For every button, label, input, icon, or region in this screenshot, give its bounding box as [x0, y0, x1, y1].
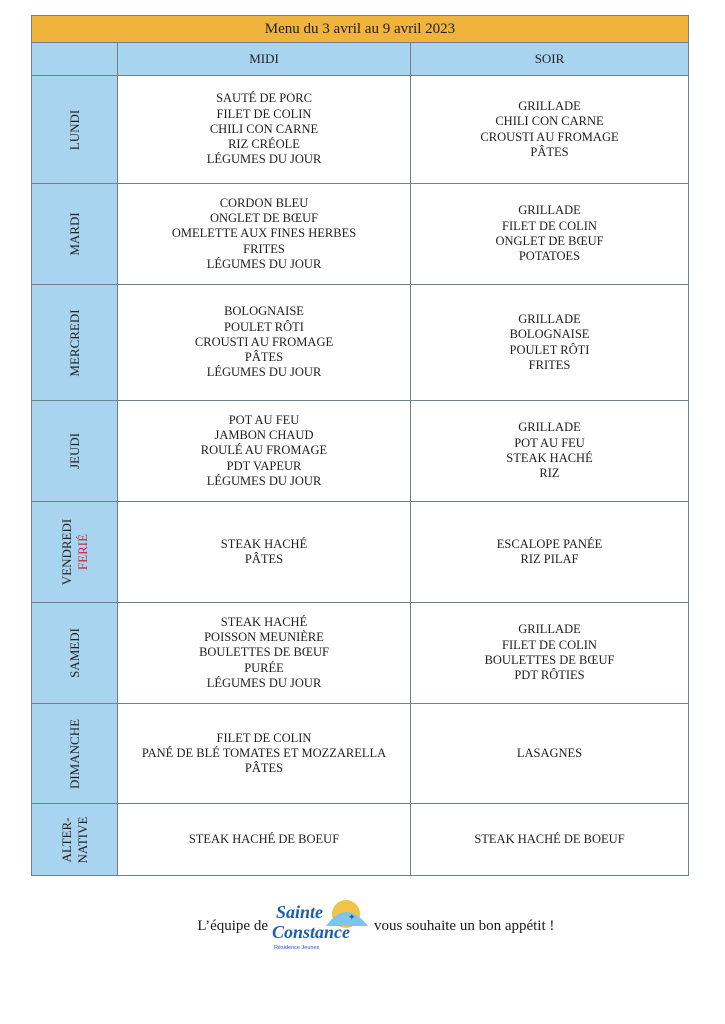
dish-item: PÂTES — [244, 350, 284, 365]
dish-cell-soir — [411, 76, 689, 184]
dish-item: RIZ — [539, 466, 560, 481]
dish-item: STEAK HACHÉ — [220, 614, 308, 629]
dish-cell-midi — [118, 184, 411, 285]
dish-item: CORDON BLEU — [219, 195, 309, 210]
svg-text:✦: ✦ — [348, 913, 356, 923]
dish-item: ROULÉ AU FROMAGE — [200, 443, 328, 458]
day-label-cell — [32, 285, 118, 401]
dish-item: LÉGUMES DU JOUR — [206, 365, 322, 380]
dish-item: LÉGUMES DU JOUR — [206, 675, 322, 690]
day-label — [59, 816, 91, 863]
day-row — [32, 502, 689, 603]
dish-item: POT AU FEU — [228, 412, 300, 427]
dish-cell-midi — [118, 285, 411, 401]
dish-item: BOULETTES DE BŒUF — [484, 653, 615, 667]
day-label — [67, 212, 83, 255]
dish-item: POTATOES — [518, 249, 581, 264]
dish-cell-soir — [411, 603, 689, 704]
dish-item: ONGLET DE BŒUF — [209, 211, 319, 226]
day-label-cell — [32, 804, 118, 876]
day-name: LUNDI — [66, 109, 82, 150]
day-name: ALTER- — [58, 816, 74, 863]
dish-item: BOLOGNAISE — [509, 327, 590, 342]
dish-item: GRILLADE — [518, 98, 581, 113]
sainte-constance-logo — [268, 896, 374, 952]
dish-item: OMELETTE AUX FINES HERBES — [171, 226, 357, 241]
dish-item: STEAK HACHÉ — [506, 451, 593, 465]
dish-cell-soir — [411, 184, 689, 285]
logo-subtitle: Résidence Jeunes — [274, 945, 320, 951]
day-label — [67, 433, 83, 469]
dish-item: BOLOGNAISE — [224, 304, 304, 319]
dish-item: PANÉ DE BLÉ TOMATES ET MOZZARELLA — [141, 745, 387, 760]
dish-item: FRITES — [243, 241, 285, 256]
day-name: DIMANCHE — [66, 718, 82, 789]
dish-cell-soir — [411, 502, 689, 603]
dish-item: JAMBON CHAUD — [214, 428, 314, 443]
dish-item: CROUSTI AU FROMAGE — [194, 334, 334, 349]
day-label-cell — [32, 184, 118, 285]
dish-item: GRILLADE — [518, 622, 581, 637]
dish-item: SAUTÉ DE PORC — [216, 91, 312, 106]
dish-cell-soir — [411, 401, 689, 502]
dish-item: FILET DE COLIN — [216, 730, 312, 745]
dish-item: BOULETTES DE BŒUF — [199, 645, 329, 660]
dish-item: GRILLADE — [518, 420, 581, 435]
column-header-row — [32, 43, 689, 76]
column-header-midi: MIDI — [118, 43, 411, 76]
header-corner — [32, 43, 118, 76]
dish-item: GRILLADE — [518, 311, 581, 326]
dish-item: PÂTES — [244, 552, 284, 566]
dish-cell-midi — [118, 704, 411, 804]
day-name: SAMEDI — [66, 628, 82, 678]
dish-cell-midi — [118, 401, 411, 502]
dish-item: RIZ PILAF — [520, 552, 579, 566]
dish-item: FILET DE COLIN — [216, 106, 312, 121]
day-label-cell — [32, 502, 118, 603]
menu-table — [31, 15, 689, 876]
dish-item: RIZ CRÉOLE — [228, 137, 300, 152]
day-label-cell — [32, 401, 118, 502]
dish-item: POISSON MEUNIÈRE — [204, 630, 324, 645]
day-label — [67, 109, 83, 149]
dish-item: STEAK HACHÉ — [220, 536, 308, 551]
dish-item: CHILI CON CARNE — [495, 114, 604, 129]
dish-item: ONGLET DE BŒUF — [495, 234, 604, 248]
logo-line1: Sainte — [276, 902, 324, 922]
footer — [0, 892, 725, 956]
footer-text-after: vous souhaite un bon appétit ! — [374, 918, 555, 934]
dish-item: LASAGNES — [516, 745, 583, 760]
dish-item: CROUSTI AU FROMAGE — [480, 129, 619, 144]
dish-cell-soir — [411, 285, 689, 401]
footer-text-before: L’équipe de — [197, 918, 268, 934]
day-name: VENDREDI — [58, 518, 74, 586]
day-row — [32, 603, 689, 704]
dish-cell-soir — [411, 804, 689, 876]
day-row — [32, 401, 689, 502]
menu-title: Menu du 3 avril au 9 avril 2023 — [32, 16, 689, 43]
day-name: JEUDI — [66, 432, 82, 470]
day-label — [67, 718, 83, 788]
dish-item: FILET DE COLIN — [502, 637, 597, 652]
day-name: MERCREDI — [66, 308, 82, 377]
dish-item: LÉGUMES DU JOUR — [206, 256, 322, 271]
dish-item: POULET RÔTI — [224, 319, 304, 334]
day-row — [32, 804, 689, 876]
dish-cell-midi — [118, 76, 411, 184]
dish-item: GRILLADE — [518, 203, 581, 218]
holiday-note: FERIÉ — [74, 533, 90, 571]
dish-item: CHILI CON CARNE — [209, 121, 319, 136]
title-row — [32, 16, 689, 43]
dish-item: FILET DE COLIN — [502, 218, 597, 233]
day-label — [67, 628, 83, 678]
dish-item: FRITES — [528, 357, 571, 372]
dish-item: LÉGUMES DU JOUR — [206, 152, 322, 167]
dish-item: LÉGUMES DU JOUR — [206, 473, 322, 488]
dish-item: STEAK HACHÉ DE BOEUF — [474, 831, 625, 846]
dish-item: PÂTES — [530, 144, 569, 159]
day-row — [32, 285, 689, 401]
dish-item: PURÉE — [244, 660, 284, 675]
day-rows — [32, 76, 689, 876]
dish-item: POT AU FEU — [514, 435, 585, 450]
dish-cell-midi — [118, 603, 411, 704]
day-name: NATIVE — [74, 816, 90, 863]
logo-line2: Constance — [272, 922, 351, 942]
day-label-cell — [32, 603, 118, 704]
day-label — [59, 519, 91, 585]
day-row — [32, 76, 689, 184]
dish-item: PDT VAPEUR — [226, 458, 302, 473]
dish-item: PDT RÔTIES — [514, 668, 585, 683]
dish-item: STEAK HACHÉ DE BOEUF — [188, 831, 340, 846]
day-label-cell — [32, 76, 118, 184]
column-header-soir: SOIR — [411, 43, 689, 76]
day-label-cell — [32, 704, 118, 804]
dish-item: ESCALOPE PANÉE — [496, 536, 603, 551]
day-row — [32, 704, 689, 804]
day-row — [32, 184, 689, 285]
day-label — [67, 309, 83, 376]
dish-item: PÂTES — [244, 761, 284, 776]
dish-cell-midi — [118, 502, 411, 603]
dish-cell-midi — [118, 804, 411, 876]
dish-cell-soir — [411, 704, 689, 804]
day-name: MARDI — [66, 212, 82, 256]
dish-item: POULET RÔTI — [509, 342, 590, 357]
